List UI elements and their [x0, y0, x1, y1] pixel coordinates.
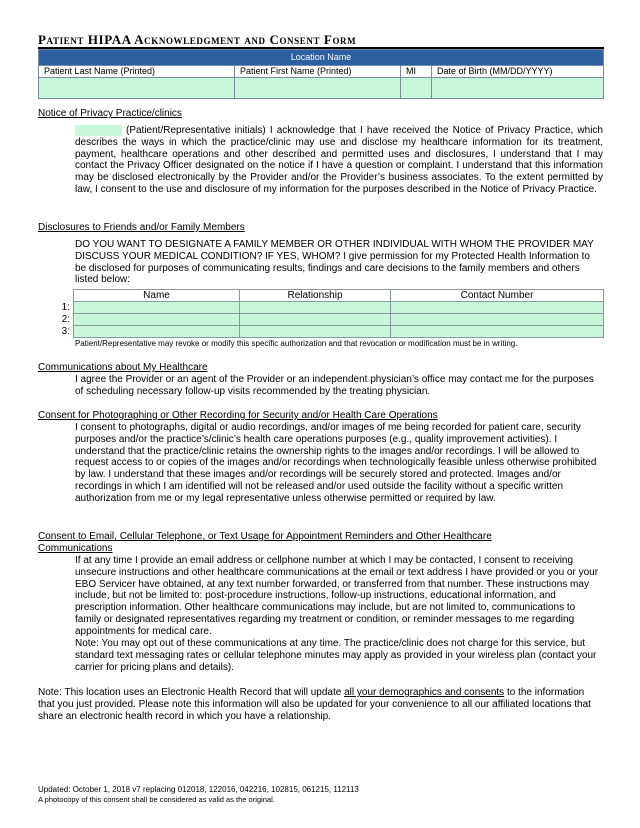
photocopy-footer: A photocopy of this consent shall be considered as valid as the original. — [38, 795, 275, 804]
location-name-bar: Location Name — [39, 50, 604, 66]
relationship-field-3[interactable] — [240, 326, 391, 338]
table-row — [56, 314, 604, 326]
notice-body: (Patient/Representative initials) I acknowledge that I have received the Notice of Privacy Practice, which describes the ways in which the practice/clinic may use and disclose my healthcare information for its treatment, payment, healthcare operations and other described and permitted uses and disclosures, I understand that I may contact the Privacy Officer designated on the notice if I have a question or complaint. I understand that this information may be disclosed electronically by the Provider and/or the Provider’s business associates. To the extent permitted by law, I consent to the use and disclosure of my information for the purposes described in the Notice of Privacy Practice. — [75, 125, 603, 195]
email-heading-line1: Consent to Email, Cellular Telephone, or Text Usage for Appointment Reminders and Other Healthcare — [38, 531, 492, 542]
ehr-note-underlined: all your demographics and consents — [344, 687, 505, 698]
disclosures-body: DO YOU WANT TO DESIGNATE A FAMILY MEMBER OR OTHER INDIVIDUAL WITH WHOM THE PROVIDER MAY DISCUSS YOUR MEDICAL CONDITION? IF YES, WHOM? I give permission for my Protected Health Information to be disclosed for purposes of communicating results, findings and care decisions to the family members and others listed below: — [75, 239, 594, 286]
last-name-label: Patient Last Name (Printed) — [39, 66, 235, 78]
mi-label: MI — [401, 66, 432, 78]
table-row — [56, 326, 604, 338]
family-name-field-2[interactable] — [74, 314, 240, 326]
family-members-table — [56, 289, 604, 338]
last-name-field[interactable] — [39, 78, 235, 99]
dob-field[interactable] — [432, 78, 604, 99]
form-title: Patient HIPAA Acknowledgment and Consent Form — [38, 32, 357, 47]
family-name-field-3[interactable] — [74, 326, 240, 338]
photography-heading: Consent for Photographing or Other Recording for Security and/or Health Care Operations — [38, 410, 438, 421]
communications-heading: Communications about My Healthcare — [38, 362, 208, 373]
email-body: If at any time I provide an email address or cellphone number at which I may be contacted, I consent to receiving unsecure instructions and other healthcare communications at the email or text address I have provided or you or your EBO Servicer have obtained, at any text number forwarded, or transferred from that number. These instructions may include, but not be limited to: post-procedure instructions, follow-up instructions, educational information, and prescription information. Other healthcare communications may include, but are not limited to, communications to family or designated representatives regarding my treatment or condition, or reminder messages to me regarding appointments for medical care. — [75, 555, 599, 637]
mi-field[interactable] — [401, 78, 432, 99]
ehr-note-text-end: to the information that you just provided. Please note this information will also be updated for your convenience to all our affiliated locations that share an electronic health record in which you have a relationship. — [38, 687, 591, 722]
name-column-header: Name — [74, 290, 240, 302]
revocation-footnote: Patient/Representative may revoke or modify this specific authorization and that revocation or modification must be in writing. — [75, 339, 518, 348]
row-number: 3: — [61, 326, 70, 337]
patient-info-table — [38, 49, 604, 99]
table-row — [56, 302, 604, 314]
initials-field[interactable] — [75, 125, 122, 136]
contact-field-3[interactable] — [391, 326, 604, 338]
ehr-note-text: Note: This location uses an Electronic Health Record that will update — [38, 687, 345, 698]
relationship-field-2[interactable] — [240, 314, 391, 326]
ehr-note — [38, 687, 598, 722]
email-heading-line2: Communications — [38, 543, 113, 554]
first-name-field[interactable] — [235, 78, 401, 99]
contact-field-1[interactable] — [391, 302, 604, 314]
contact-field-2[interactable] — [391, 314, 604, 326]
email-optout-note: Note: You may opt out of these communications at any time. The practice/clinic does not charge for this service, but standard text messaging rates or cellular telephone minutes may apply as provided in your wireless plan (contact your carrier for pricing plans and details). — [75, 638, 597, 673]
notice-paragraph — [75, 125, 603, 196]
updated-footer: Updated: October 1, 2018 v7 replacing 012018, 122016, 042216, 102815, 061215, 112113 — [38, 785, 359, 794]
first-name-label: Patient First Name (Printed) — [235, 66, 401, 78]
photography-body: I consent to photographs, digital or audio recordings, and/or images of me being recorded for patient care, security purposes and/or the practice’s/clinic’s health care operations purposes (e.g., quality improvement activities). I understand that the practice/clinic retains the ownership rights to the images and/or recordings. I will be allowed to request access to or copies of the images and/or recordings when technologically feasible unless otherwise prohibited by law. I understand that these images and/or recordings will be securely stored and protected. Images and/or recordings in which I am identified will not be released and/or used outside the facility without a specific written authorization from me or my legal representative unless otherwise permitted or required by law. — [75, 422, 597, 504]
relationship-column-header: Relationship — [240, 290, 391, 302]
row-number: 1: — [61, 302, 70, 313]
relationship-field-1[interactable] — [240, 302, 391, 314]
communications-body: I agree the Provider or an agent of the Provider or an independent physician’s office may contact me for the purposes of scheduling necessary follow-up visits recommended by the treating physician. — [75, 374, 594, 397]
disclosures-heading: Disclosures to Friends and/or Family Members — [38, 222, 245, 233]
row-number: 2: — [61, 314, 70, 325]
dob-label: Date of Birth (MM/DD/YYYY) — [432, 66, 604, 78]
family-name-field-1[interactable] — [74, 302, 240, 314]
contact-column-header: Contact Number — [391, 290, 604, 302]
notice-heading: Notice of Privacy Practice/clinics — [38, 108, 182, 119]
